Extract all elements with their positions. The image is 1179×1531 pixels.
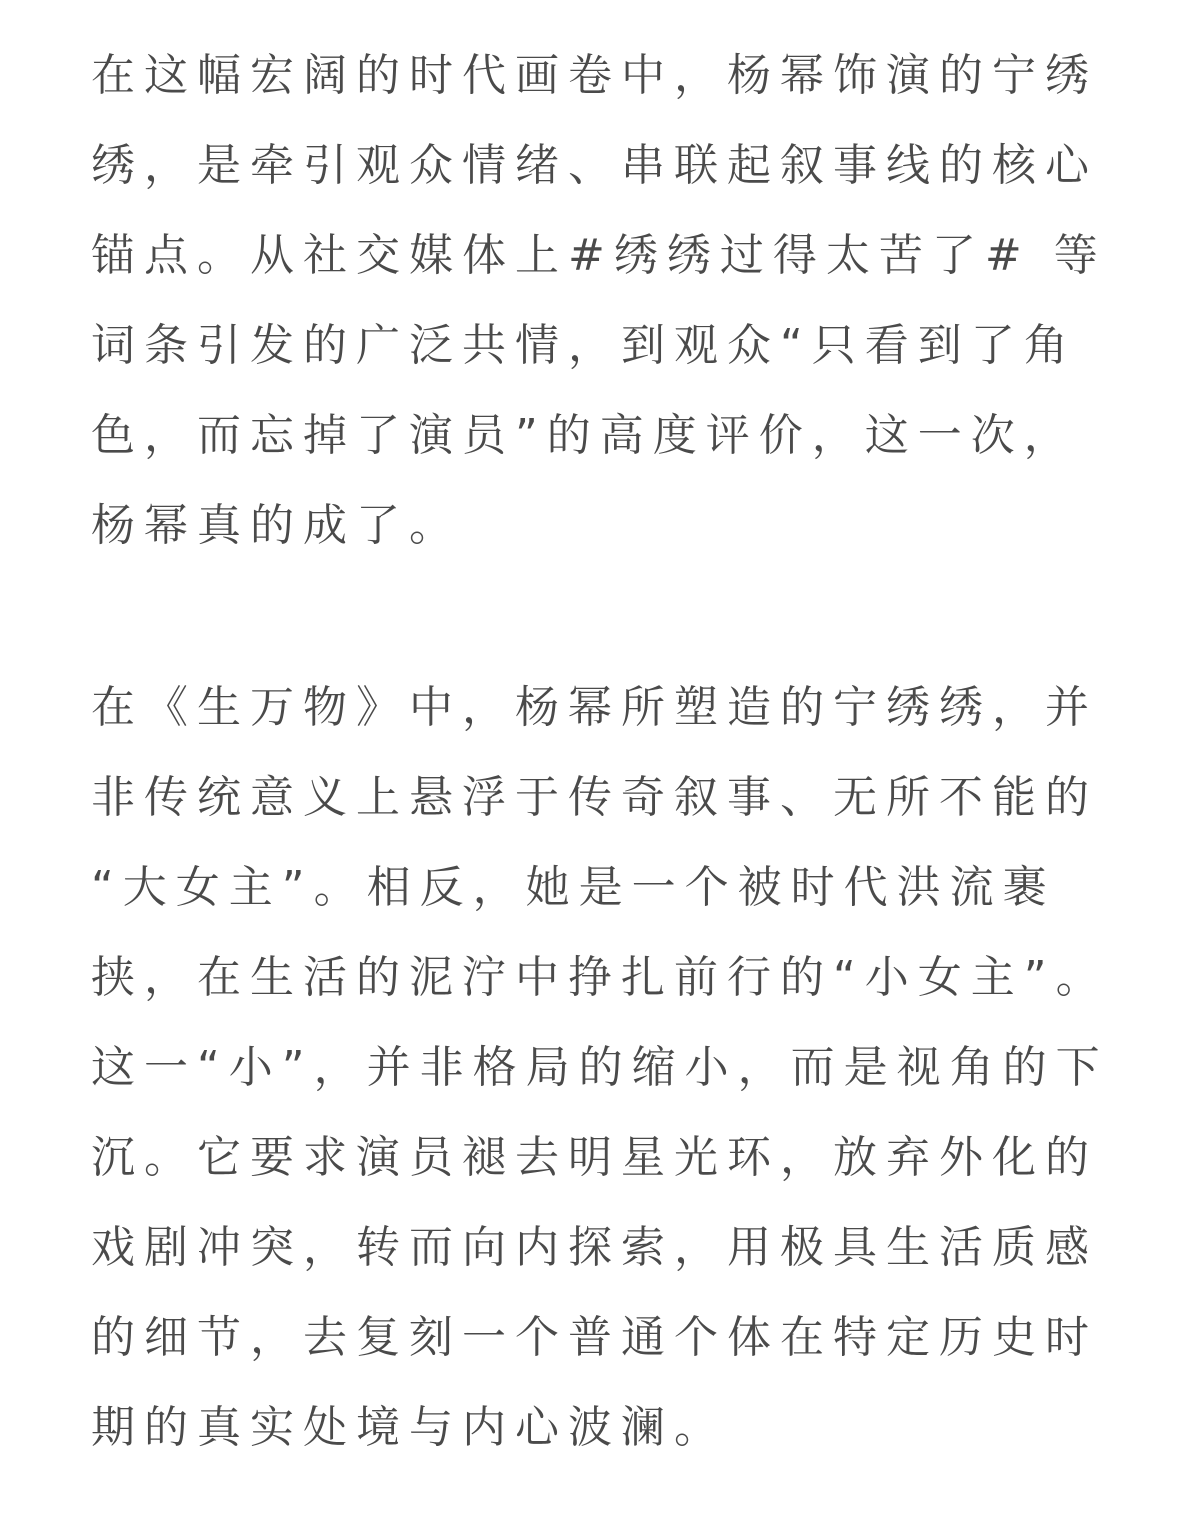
text-line: 杨幂真的成了。 [91, 500, 462, 551]
text-line: 挟，在生活的泥泞中挣扎前行的“小女主”。 [91, 952, 1109, 1003]
text-line: 绣，是牵引观众情绪、串联起叙事线的核心 [91, 140, 1098, 191]
text-line: 词条引发的广泛共情，到观众“只看到了角 [91, 320, 1077, 371]
text-line: 的细节，去复刻一个普通个体在特定历史时 [91, 1312, 1098, 1363]
text-line: 锚点。从社交媒体上#绣绣过得太苦了# 等 [91, 230, 1107, 281]
article-body [91, 38, 1109, 1480]
text-line: 期的真实处境与内心波澜。 [91, 1402, 727, 1453]
text-line: 沉。它要求演员褪去明星光环，放弃外化的 [91, 1132, 1098, 1183]
text-line: “大女主”。相反，她是一个被时代洪流裹 [91, 862, 1056, 913]
text-line: 戏剧冲突，转而向内探索，用极具生活质感 [91, 1222, 1098, 1273]
text-line: 在《生万物》中，杨幂所塑造的宁绣绣，并 [91, 682, 1098, 733]
text-line: 非传统意义上悬浮于传奇叙事、无所不能的 [91, 772, 1098, 823]
text-line: 色，而忘掉了演员”的高度评价，这一次， [91, 410, 1077, 461]
paragraph-1 [91, 38, 1107, 578]
text-line: 在这幅宏阔的时代画卷中，杨幂饰演的宁绣 [91, 50, 1098, 101]
paragraph-spacer [91, 578, 1091, 670]
text-line: 这一“小”，并非格局的缩小，而是视角的下 [91, 1042, 1109, 1093]
paragraph-2 [91, 670, 1109, 1480]
